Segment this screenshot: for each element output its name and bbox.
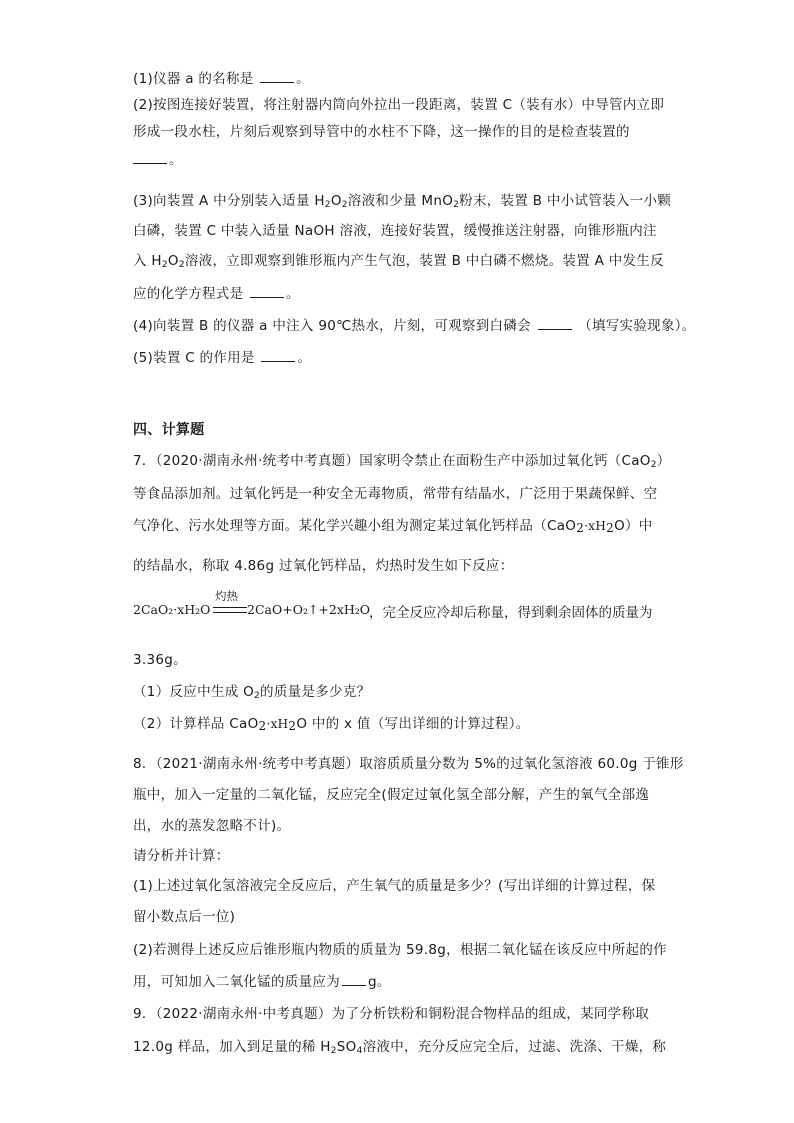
q7-sub1: （1）反应中生成 $O_2$的质量是多少克？ [133, 684, 371, 701]
equation-products: 2CaO+O₂↑+2xH₂O [247, 602, 371, 617]
answer-blank[interactable] [342, 971, 366, 986]
q8-line6: 留小数点后一位) [133, 909, 236, 925]
q7-line1: 7．（2020·湖南永州·统考中考真题）国家明令禁止在面粉生产中添加过氧化钙（CaO$_2$） [133, 453, 671, 470]
q6-part4: (4)向装置 B 的仪器 a 中注入 90℃热水，片刻，可观察到白磷会 （填写实验现象）。 [133, 315, 696, 336]
q6-part1: (1)仪器 a 的名称是 。 [133, 68, 310, 89]
q8-line7: (2)若测得上述反应后锥形瓶内物质的质量为 59.8g，根据二氧化锰在该反应中所起的作 [133, 942, 667, 958]
q7-line4: 的结晶水，称取 4.86g 过氧化钙样品，灼热时发生如下反应： [133, 558, 514, 574]
q6-part3-line3: 入 $H_2O_2$溶液，立即观察到锥形瓶内产生气泡，装置 B 中白磷不燃烧。装置 A 中发生反 [133, 253, 664, 270]
q8-line3: 出，水的蒸发忽略不计)。 [133, 818, 291, 834]
q8-line8: 用，可知加入二氧化锰的质量应为 g。 [133, 971, 391, 992]
q7-line2: 等食品添加剂。过氧化钙是一种安全无毒物质，常带有结晶水，广泛用于果蔬保鲜、空 [133, 486, 658, 502]
q7-line3: 气净化、污水处理等方面。某化学兴趣小组为测定某过氧化钙样品$(CaO_2\cdot xH_2O)$中 [133, 518, 653, 535]
q9-line2: 12.0g 样品，加入到足量的稀 $H_2SO_4$溶液中，充分反应完全后，过滤、洗涤、干燥，称 [133, 1039, 667, 1056]
q8-line1: 8．（2021·湖南永州·统考中考真题）取溶质质量分数为 5%的过氧化氢溶液 60.0g 于锥形 [133, 756, 684, 772]
q7-line6: 3.36g。 [133, 652, 187, 668]
q6-part3-line4: 应的化学方程式是 。 [133, 283, 300, 304]
answer-blank[interactable] [133, 149, 167, 164]
q8-line4: 请分析并计算： [133, 848, 230, 864]
answer-blank[interactable] [538, 315, 572, 330]
equation-tail: ，完全反应冷却后称量，得到剩余固体的质量为 [369, 605, 653, 621]
q7-sub2: （2）计算样品 $CaO_2\cdot xH_2O$ 中的 x 值（写出详细的计算过程）。 [133, 716, 530, 733]
q6-part3-line1: (3)向装置 A 中分别装入适量 $H_2O_2$溶液和少量 MnO$_2$粉末，装置 B 中小试管装入一小颗 [133, 193, 672, 210]
q6-part3-line2: 白磷，装置 C 中装入适量 NaOH 溶液，连接好装置，缓慢推送注射器，向锥形瓶内注 [133, 223, 657, 239]
q6-part2-line3: 。 [133, 149, 183, 170]
section-heading: 四、计算题 [133, 422, 205, 438]
q6-part5: (5)装置 C 的作用是 。 [133, 347, 311, 368]
equation-reactants: 2CaO₂·xH₂O [133, 602, 211, 617]
answer-blank[interactable] [261, 347, 295, 362]
equation-equals-sign [213, 607, 247, 613]
answer-blank[interactable] [250, 283, 284, 298]
equation-condition: 灼热 [215, 589, 238, 603]
q6-part2-line1: (2)按图连接好装置，将注射器内筒向外拉出一段距离，装置 C（装有水）中导管内立即 [133, 97, 665, 113]
q9-line1: 9．（2022·湖南永州·中考真题）为了分析铁粉和铜粉混合物样品的组成，某同学称取 [133, 1006, 650, 1022]
q8-line2: 瓶中，加入一定量的二氧化锰，反应完全(假定过氧化氢全部分解，产生的氧气全部逸 [133, 787, 650, 803]
answer-blank[interactable] [260, 68, 294, 83]
q6-part2-line2: 形成一段水柱，片刻后观察到导管中的水柱不下降，这一操作的目的是检查装置的 [133, 124, 630, 140]
q8-line5: (1)上述过氧化氢溶液完全反应后，产生氧气的质量是多少？(写出详细的计算过程，保 [133, 878, 656, 894]
